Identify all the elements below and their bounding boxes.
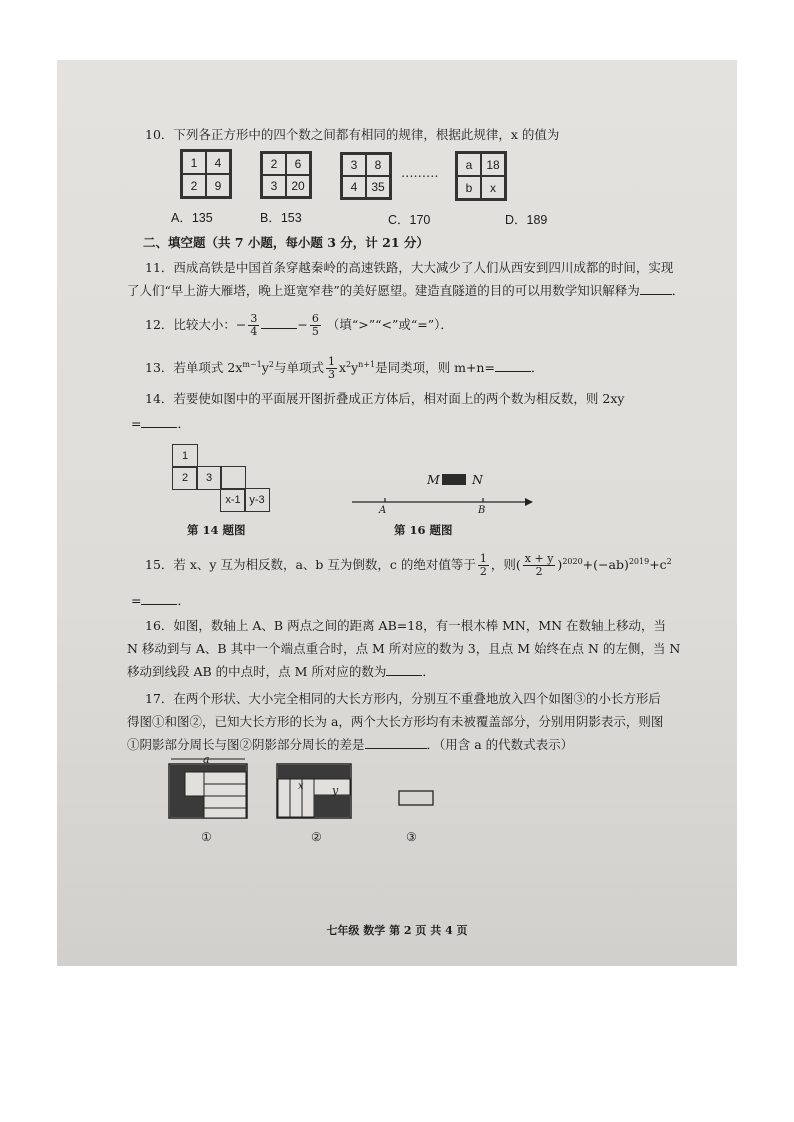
- q10-square-3-cell: 8: [366, 154, 390, 176]
- q10-square-1-cell: 1: [182, 151, 206, 174]
- q13-text-1: 13．若单项式 2x: [145, 360, 243, 376]
- q10-square-4-cell: x: [481, 176, 505, 199]
- q17-fig1-shade-top: [204, 765, 246, 772]
- q13-fraction: [326, 356, 337, 381]
- section-2-header: 二、填空题（共 7 小题，每小题 3 分，计 21 分）: [143, 235, 429, 250]
- q10-square-1-cell: 4: [206, 151, 230, 174]
- q12-fraction-2: [310, 313, 321, 338]
- q11-line1: 11．西成高铁是中国首条穿越秦岭的高速铁路，大大减少了人们从西安到四川成都的时间，实现: [145, 260, 674, 275]
- q17-label-y: y: [332, 784, 339, 797]
- q15-fraction-half-den: 2: [479, 565, 487, 579]
- q16-line2: N 移动到与 A、B 其中一个端点重合时，点 M 所对应的数为 3，且点 M 始终在点 N 的左侧，当 N: [127, 641, 681, 656]
- q10-square-2: [260, 151, 312, 199]
- q17-fig2-rect-1: [278, 779, 290, 817]
- q15-fraction-xy-num: x + y: [524, 552, 554, 566]
- q15-exp-1: 2020: [562, 557, 583, 566]
- q16-label-a: A: [379, 505, 387, 516]
- q11-line2-text: 了人们“早上游大雁塔，晚上逛宽窄巷”的美好愿望。建造直隧道的目的可以用数学知识解释为: [127, 283, 640, 298]
- q13-end: ．: [530, 360, 544, 376]
- q10-option-c: C．170: [388, 213, 431, 227]
- q17-fig1-rect-3: [204, 796, 246, 808]
- q13-text-2: y: [261, 360, 269, 376]
- q17-fig2-shade-top: [278, 765, 350, 779]
- q17-fig1-rect-4: [204, 808, 246, 818]
- q14-net-cell-1: 1: [172, 444, 198, 468]
- q15-text-4: +c: [649, 557, 667, 573]
- q12-minus-1: −: [235, 317, 247, 332]
- q15-end: ．: [177, 593, 190, 608]
- q12-minus-2: −: [297, 317, 308, 332]
- q13-exp-2: 2: [268, 360, 274, 369]
- q13-exp-3: 2: [346, 360, 352, 369]
- q16-axis-arrow: [525, 498, 533, 506]
- q10-square-1: [180, 149, 232, 199]
- q14-line2: [131, 415, 190, 433]
- q17-line2: 得图①和图②，已知大长方形的长为 a，两个大长方形均有未被覆盖部分，分别用阴影表示，则图: [127, 714, 664, 729]
- q16-caption: 第 16 题图: [394, 523, 453, 537]
- q12-fraction-1-den: 4: [250, 325, 258, 338]
- q10-option-b: B．153: [260, 211, 302, 225]
- q17-line3-text: ①阴影部分周长与图②阴影部分周长的差是: [127, 737, 365, 752]
- q17-line3: [127, 736, 573, 754]
- q15-equals: =: [131, 593, 142, 608]
- q10-dots: ………: [401, 165, 439, 180]
- exam-page: [57, 60, 737, 966]
- q10-square-4-cell: b: [457, 176, 481, 199]
- q15-fraction-xy: [523, 553, 556, 578]
- q10-square-2-cell: 3: [262, 175, 286, 197]
- q17-answer-blank[interactable]: [365, 736, 427, 749]
- q10-option-d: D．189: [505, 213, 548, 227]
- q14-answer-blank[interactable]: [141, 415, 177, 428]
- q13: [145, 350, 543, 383]
- q10-square-1-cell: 2: [182, 174, 206, 197]
- q13-exp-1: m−1: [242, 360, 262, 369]
- q15-text-3: +(−ab): [582, 557, 629, 573]
- q10-option-a: A．135: [171, 211, 213, 225]
- q16-line1: 16．如图，数轴上 A、B 两点之间的距离 AB=18，有一根木棒 MN，MN 在数轴上移动，当: [145, 618, 667, 633]
- q17-line1: 17．在两个形状、大小完全相同的大长方形内，分别互不重叠地放入四个如图③的小长方形后: [145, 691, 661, 706]
- q12: [145, 310, 453, 340]
- q11-answer-blank[interactable]: [640, 282, 672, 295]
- q15-exp-3: 2: [666, 557, 672, 566]
- q14-net-cell-2: 2: [172, 466, 198, 490]
- q16-line3: [127, 663, 435, 681]
- q13-exp-4: n+1: [358, 360, 376, 369]
- q15-answer-blank[interactable]: [141, 592, 177, 605]
- q17-fig2-caption: ②: [311, 830, 322, 844]
- q15-text-2: ，则: [490, 557, 516, 573]
- page-footer: 七年级 数学 第 2 页 共 4 页: [326, 924, 468, 937]
- q17-fig2-label-x: x: [298, 781, 304, 792]
- q10-square-3-cell: 4: [342, 176, 366, 198]
- q16-stick-mn: [442, 474, 466, 485]
- q13-text-5: y: [351, 360, 359, 376]
- q16-label-n: N: [472, 472, 483, 487]
- q16-line3-text: 移动到线段 AB 的中点时，点 M 所对应的数为: [127, 664, 387, 679]
- q12-fraction-2-num: 6: [311, 312, 319, 325]
- q17-fig1-rect-1: [204, 772, 246, 784]
- q16-number-line: [347, 468, 537, 518]
- q17-fig1-rect-vertical: [185, 772, 204, 796]
- q10-square-3-cell: 3: [342, 154, 366, 176]
- q14-end: ．: [177, 416, 190, 431]
- q16-label-b: B: [478, 505, 486, 516]
- q12-answer-blank[interactable]: [261, 316, 297, 329]
- q15-fraction-half-num: 1: [479, 552, 487, 566]
- q15-text-1: 15．若 x、y 互为相反数，a、b 互为倒数，c 的绝对值等于: [145, 557, 476, 573]
- q14-net-cell-5: x-1: [220, 488, 246, 512]
- q10-square-2-cell: 6: [286, 153, 310, 175]
- q14-net-cell-3: 3: [196, 466, 222, 490]
- q15-fraction-half: [478, 553, 489, 578]
- q13-text-6: 是同类项，则 m+n=: [375, 360, 495, 376]
- q12-prefix: 12．比较大小：: [145, 317, 236, 332]
- q13-text-3: 与单项式: [273, 360, 324, 376]
- q10-square-4-cell: 18: [481, 153, 505, 176]
- q10-square-4: [455, 151, 507, 201]
- q14-net-cell-6: y-3: [244, 488, 270, 512]
- q15: 15．若 x、y 互为相反数，a、b 互为倒数，c 的绝对值等于 $\frac{1}{2}$ ，则( $\frac{x + y}{2}$ )$^{2020}+(-ab)^{2019}+c^2$: [145, 552, 672, 579]
- q12-fraction-1: [248, 313, 259, 338]
- q13-text-4: x: [338, 360, 347, 376]
- q12-fraction-1-num: 3: [250, 312, 258, 325]
- q14-equals: =: [131, 416, 142, 431]
- q10-stem: 10．下列各正方形中的四个数之间都有相同的规律，根据此规律，x 的值为: [145, 127, 560, 142]
- q12-suffix: （填“>”“<”或“=”）．: [326, 317, 453, 332]
- q14-line1: 14．若要使如图中的平面展开图折叠成正方体后，相对面上的两个数为相反数，则 2xy: [145, 391, 625, 406]
- q17-label-a: a: [203, 753, 210, 766]
- q14-caption: 第 14 题图: [187, 523, 246, 537]
- q13-fraction-den: 3: [327, 368, 335, 382]
- q10-square-1-cell: 9: [206, 174, 230, 197]
- q17-end: ．（用含 a 的代数式表示）: [426, 737, 574, 752]
- q15-exp-2: 2019: [628, 557, 650, 566]
- q17-fig1-rect-2: [204, 784, 246, 796]
- q13-fraction-num: 1: [327, 355, 335, 369]
- q12-fraction-2-den: 5: [311, 325, 319, 338]
- q17-fig3-caption: ③: [406, 830, 417, 844]
- q10-square-3: [340, 152, 392, 200]
- q16-label-m: M: [427, 472, 440, 487]
- q15-line2: [131, 592, 190, 610]
- q15-fraction-xy-den: 2: [535, 565, 543, 579]
- q10-square-3-cell: 35: [366, 176, 390, 198]
- q10-square-4-cell: a: [457, 153, 481, 176]
- q17-fig1-caption: ①: [201, 830, 212, 844]
- q14-net-cell-4: [220, 466, 246, 490]
- q13-answer-blank[interactable]: [495, 359, 531, 372]
- q10-square-2-cell: 2: [262, 153, 286, 175]
- q11-line2: 了人们“早上游大雁塔，晚上逛宽窄巷”的美好愿望。建造直隧道的目的可以用数学知识解释为 ．: [127, 283, 685, 298]
- q10-square-2-cell: 20: [286, 175, 310, 197]
- q17-fig3-small-rect: [399, 791, 433, 805]
- q16-answer-blank[interactable]: [386, 663, 422, 676]
- q16-end: ．: [422, 664, 435, 679]
